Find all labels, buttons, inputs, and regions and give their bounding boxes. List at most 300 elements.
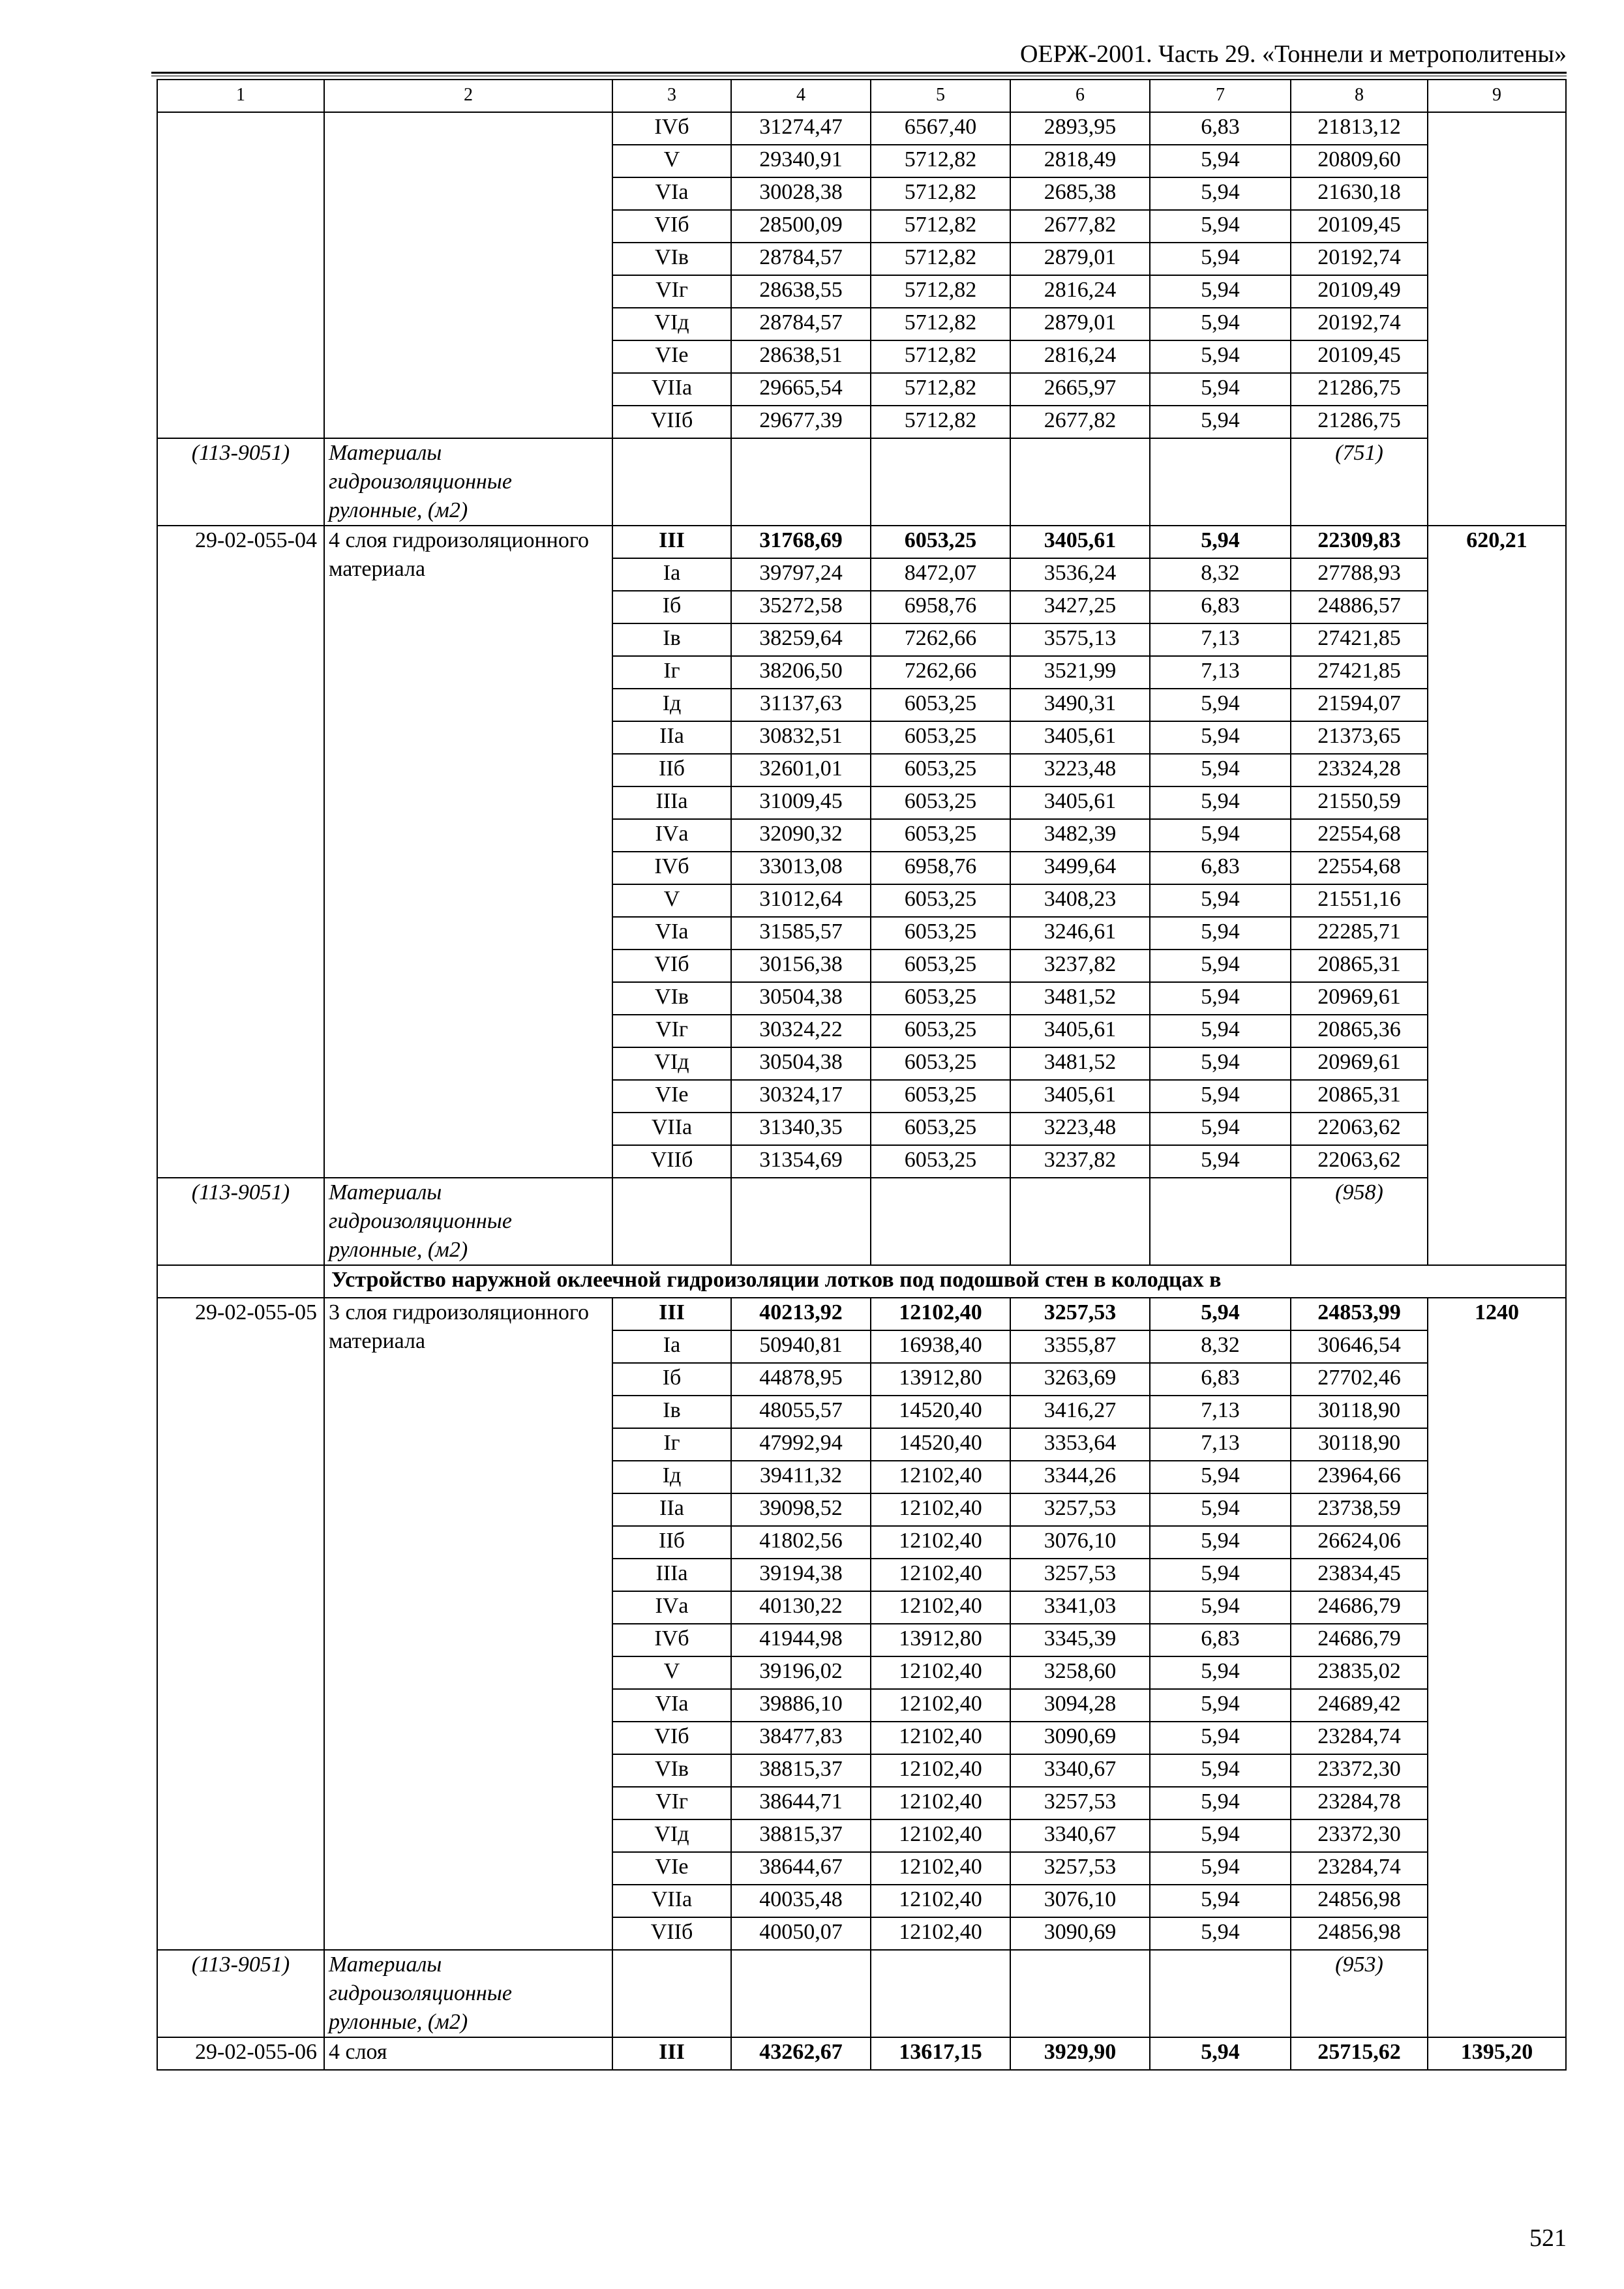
zone-cell: VIд: [612, 308, 731, 340]
zone-cell: VIIа: [612, 1885, 731, 1917]
value-cell: 5,94: [1150, 950, 1291, 982]
value-cell: 21551,16: [1291, 884, 1428, 917]
value-cell: 6053,25: [871, 754, 1010, 786]
value-cell: 38206,50: [731, 656, 871, 689]
value-cell: 5,94: [1150, 1852, 1291, 1885]
value-cell: 3237,82: [1010, 950, 1150, 982]
value-cell: 30118,90: [1291, 1396, 1428, 1428]
material-value: (958): [1291, 1178, 1428, 1265]
value-cell: 27788,93: [1291, 558, 1428, 591]
value-cell: 5,94: [1150, 917, 1291, 950]
value-cell: 13617,15: [871, 2037, 1010, 2070]
value-cell: 30504,38: [731, 1047, 871, 1080]
value-cell: 6053,25: [871, 819, 1010, 852]
value-cell: 6,83: [1150, 852, 1291, 884]
value-cell: 7,13: [1150, 623, 1291, 656]
value-cell: 12102,40: [871, 1852, 1010, 1885]
rate-description: 4 слоя гидроизоляционного материала: [324, 526, 612, 1178]
rate-description: [324, 112, 612, 438]
value-cell: 6,83: [1150, 1363, 1291, 1396]
value-cell: 22309,83: [1291, 526, 1428, 558]
empty-cell: [731, 1950, 871, 2037]
col9-value: 1395,20: [1428, 2037, 1566, 2070]
value-cell: 12102,40: [871, 1526, 1010, 1559]
zone-cell: VIIб: [612, 1917, 731, 1950]
value-cell: 3405,61: [1010, 721, 1150, 754]
value-cell: 6958,76: [871, 591, 1010, 623]
value-cell: 32090,32: [731, 819, 871, 852]
value-cell: 30324,22: [731, 1015, 871, 1047]
value-cell: 39886,10: [731, 1689, 871, 1722]
empty-cell: [1150, 438, 1291, 526]
value-cell: 28784,57: [731, 308, 871, 340]
value-cell: 29665,54: [731, 373, 871, 406]
value-cell: 21630,18: [1291, 177, 1428, 210]
value-cell: 30324,17: [731, 1080, 871, 1113]
value-cell: 35272,58: [731, 591, 871, 623]
value-cell: 22285,71: [1291, 917, 1428, 950]
empty-cell: [612, 1178, 731, 1265]
value-cell: 3076,10: [1010, 1885, 1150, 1917]
material-name: Материалы гидроизоляционные рулонные, (м2): [324, 1178, 612, 1265]
zone-cell: VIIб: [612, 1145, 731, 1178]
value-cell: 2677,82: [1010, 406, 1150, 438]
material-value: (751): [1291, 438, 1428, 526]
column-number: 3: [612, 80, 731, 112]
value-cell: 8472,07: [871, 558, 1010, 591]
material-code: (113-9051): [157, 1178, 324, 1265]
zone-cell: IIа: [612, 721, 731, 754]
value-cell: 6053,25: [871, 1145, 1010, 1178]
material-row: [157, 438, 1566, 526]
value-cell: 3257,53: [1010, 1559, 1150, 1591]
zone-cell: III: [612, 2037, 731, 2070]
zone-cell: Iд: [612, 1461, 731, 1493]
empty-cell: [1010, 1950, 1150, 2037]
value-cell: 2665,97: [1010, 373, 1150, 406]
zone-cell: VIв: [612, 982, 731, 1015]
value-cell: 3416,27: [1010, 1396, 1150, 1428]
value-cell: 12102,40: [871, 1885, 1010, 1917]
value-cell: 2818,49: [1010, 145, 1150, 177]
rate-row: [157, 526, 1566, 558]
column-number: 2: [324, 80, 612, 112]
rate-row: [157, 112, 1566, 145]
value-cell: 5,94: [1150, 145, 1291, 177]
zone-cell: VIд: [612, 1819, 731, 1852]
value-cell: 3575,13: [1010, 623, 1150, 656]
value-cell: 12102,40: [871, 1591, 1010, 1624]
value-cell: 5,94: [1150, 2037, 1291, 2070]
value-cell: 21373,65: [1291, 721, 1428, 754]
value-cell: 20192,74: [1291, 308, 1428, 340]
value-cell: 30832,51: [731, 721, 871, 754]
value-cell: 5,94: [1150, 754, 1291, 786]
value-cell: 12102,40: [871, 1559, 1010, 1591]
value-cell: 3405,61: [1010, 1080, 1150, 1113]
value-cell: 6,83: [1150, 112, 1291, 145]
rates-table: [157, 79, 1567, 2071]
value-cell: 5,94: [1150, 1526, 1291, 1559]
value-cell: 5712,82: [871, 308, 1010, 340]
material-value: (953): [1291, 1950, 1428, 2037]
value-cell: 20865,36: [1291, 1015, 1428, 1047]
zone-cell: VIа: [612, 177, 731, 210]
zone-cell: IIIа: [612, 1559, 731, 1591]
column-number: 5: [871, 80, 1010, 112]
value-cell: 40035,48: [731, 1885, 871, 1917]
value-cell: 6958,76: [871, 852, 1010, 884]
empty-cell: [871, 438, 1010, 526]
zone-cell: III: [612, 526, 731, 558]
value-cell: 26624,06: [1291, 1526, 1428, 1559]
value-cell: 20809,60: [1291, 145, 1428, 177]
value-cell: 20109,49: [1291, 275, 1428, 308]
value-cell: 5712,82: [871, 275, 1010, 308]
rate-description: 3 слоя гидроизоляционного материала: [324, 1298, 612, 1950]
value-cell: 39098,52: [731, 1493, 871, 1526]
value-cell: 5,94: [1150, 982, 1291, 1015]
zone-cell: Iа: [612, 558, 731, 591]
zone-cell: Iд: [612, 689, 731, 721]
zone-cell: Iв: [612, 1396, 731, 1428]
value-cell: 22063,62: [1291, 1145, 1428, 1178]
zone-cell: VIг: [612, 275, 731, 308]
value-cell: 21594,07: [1291, 689, 1428, 721]
value-cell: 3405,61: [1010, 1015, 1150, 1047]
value-cell: 5712,82: [871, 406, 1010, 438]
empty-cell: [731, 1178, 871, 1265]
value-cell: 31340,35: [731, 1113, 871, 1145]
value-cell: 6,83: [1150, 591, 1291, 623]
value-cell: 24886,57: [1291, 591, 1428, 623]
value-cell: 5,94: [1150, 275, 1291, 308]
value-cell: 3257,53: [1010, 1298, 1150, 1330]
value-cell: 3257,53: [1010, 1787, 1150, 1819]
value-cell: 39411,32: [731, 1461, 871, 1493]
value-cell: 12102,40: [871, 1917, 1010, 1950]
rates-table-body: [157, 80, 1566, 2070]
value-cell: 50940,81: [731, 1330, 871, 1363]
value-cell: 23372,30: [1291, 1819, 1428, 1852]
zone-cell: VIа: [612, 1689, 731, 1722]
value-cell: 22554,68: [1291, 852, 1428, 884]
value-cell: 33013,08: [731, 852, 871, 884]
value-cell: 27702,46: [1291, 1363, 1428, 1396]
value-cell: 24689,42: [1291, 1689, 1428, 1722]
value-cell: 5,94: [1150, 1047, 1291, 1080]
value-cell: 3341,03: [1010, 1591, 1150, 1624]
rate-row: [157, 1298, 1566, 1330]
value-cell: 6567,40: [871, 112, 1010, 145]
value-cell: 8,32: [1150, 1330, 1291, 1363]
value-cell: 31354,69: [731, 1145, 871, 1178]
value-cell: 3237,82: [1010, 1145, 1150, 1178]
empty-cell: [731, 438, 871, 526]
value-cell: 3521,99: [1010, 656, 1150, 689]
value-cell: 6053,25: [871, 1113, 1010, 1145]
value-cell: 38259,64: [731, 623, 871, 656]
value-cell: 5,94: [1150, 1754, 1291, 1787]
value-cell: 6053,25: [871, 721, 1010, 754]
value-cell: 20969,61: [1291, 1047, 1428, 1080]
value-cell: 39797,24: [731, 558, 871, 591]
value-cell: 28500,09: [731, 210, 871, 243]
value-cell: 20865,31: [1291, 950, 1428, 982]
value-cell: 5,94: [1150, 526, 1291, 558]
value-cell: 5,94: [1150, 1689, 1291, 1722]
value-cell: 23372,30: [1291, 1754, 1428, 1787]
value-cell: 6053,25: [871, 950, 1010, 982]
value-cell: 5712,82: [871, 243, 1010, 275]
column-number: 7: [1150, 80, 1291, 112]
zone-cell: Iа: [612, 1330, 731, 1363]
value-cell: 21550,59: [1291, 786, 1428, 819]
value-cell: 31585,57: [731, 917, 871, 950]
rate-row: [157, 2037, 1566, 2070]
value-cell: 5,94: [1150, 1591, 1291, 1624]
zone-cell: VIв: [612, 243, 731, 275]
header-rule-thick: [151, 72, 1567, 74]
zone-cell: VIIа: [612, 1113, 731, 1145]
value-cell: 2685,38: [1010, 177, 1150, 210]
rate-code: 29-02-055-06: [157, 2037, 324, 2070]
value-cell: 44878,95: [731, 1363, 871, 1396]
value-cell: 23284,78: [1291, 1787, 1428, 1819]
value-cell: 6053,25: [871, 1015, 1010, 1047]
value-cell: 2879,01: [1010, 308, 1150, 340]
value-cell: 5,94: [1150, 1493, 1291, 1526]
zone-cell: V: [612, 145, 731, 177]
value-cell: 3076,10: [1010, 1526, 1150, 1559]
value-cell: 21813,12: [1291, 112, 1428, 145]
rates-table-container: [157, 79, 1565, 2071]
value-cell: 5,94: [1150, 243, 1291, 275]
value-cell: 5,94: [1150, 1559, 1291, 1591]
zone-cell: IIб: [612, 754, 731, 786]
column-number: 4: [731, 80, 871, 112]
value-cell: 16938,40: [871, 1330, 1010, 1363]
value-cell: 3355,87: [1010, 1330, 1150, 1363]
rate-code: [157, 112, 324, 438]
value-cell: 3340,67: [1010, 1819, 1150, 1852]
zone-cell: IIIа: [612, 786, 731, 819]
value-cell: 3094,28: [1010, 1689, 1150, 1722]
value-cell: 23834,45: [1291, 1559, 1428, 1591]
value-cell: 5,94: [1150, 1787, 1291, 1819]
material-name: Материалы гидроизоляционные рулонные, (м2): [324, 1950, 612, 2037]
value-cell: 5,94: [1150, 340, 1291, 373]
value-cell: 3405,61: [1010, 526, 1150, 558]
value-cell: 2816,24: [1010, 340, 1150, 373]
value-cell: 3408,23: [1010, 884, 1150, 917]
value-cell: 3344,26: [1010, 1461, 1150, 1493]
value-cell: 6053,25: [871, 1080, 1010, 1113]
section-title-row: [157, 1265, 1566, 1298]
value-cell: 7,13: [1150, 656, 1291, 689]
value-cell: 28784,57: [731, 243, 871, 275]
value-cell: 29340,91: [731, 145, 871, 177]
empty-cell: [871, 1178, 1010, 1265]
zone-cell: V: [612, 884, 731, 917]
value-cell: 21286,75: [1291, 406, 1428, 438]
value-cell: 5,94: [1150, 786, 1291, 819]
value-cell: 3257,53: [1010, 1852, 1150, 1885]
value-cell: 5,94: [1150, 406, 1291, 438]
value-cell: 6053,25: [871, 917, 1010, 950]
value-cell: 3536,24: [1010, 558, 1150, 591]
value-cell: 41944,98: [731, 1624, 871, 1656]
empty-cell: [1010, 1178, 1150, 1265]
value-cell: 2677,82: [1010, 210, 1150, 243]
value-cell: 3481,52: [1010, 1047, 1150, 1080]
value-cell: 40050,07: [731, 1917, 871, 1950]
page-number: 521: [1529, 2224, 1567, 2252]
running-header: ОЕРЖ-2001. Часть 29. «Тоннели и метрополитены»: [1019, 40, 1567, 68]
value-cell: 5,94: [1150, 177, 1291, 210]
value-cell: 6,83: [1150, 1624, 1291, 1656]
value-cell: 30156,38: [731, 950, 871, 982]
value-cell: 31768,69: [731, 526, 871, 558]
value-cell: 20109,45: [1291, 340, 1428, 373]
value-cell: 38644,67: [731, 1852, 871, 1885]
value-cell: 25715,62: [1291, 2037, 1428, 2070]
zone-cell: IVб: [612, 112, 731, 145]
value-cell: 30118,90: [1291, 1428, 1428, 1461]
material-row: [157, 1178, 1566, 1265]
value-cell: 5,94: [1150, 1461, 1291, 1493]
zone-cell: Iг: [612, 656, 731, 689]
zone-cell: IVа: [612, 819, 731, 852]
value-cell: 20865,31: [1291, 1080, 1428, 1113]
value-cell: 5,94: [1150, 1298, 1291, 1330]
zone-cell: IVа: [612, 1591, 731, 1624]
value-cell: 24686,79: [1291, 1624, 1428, 1656]
value-cell: 31009,45: [731, 786, 871, 819]
value-cell: 38477,83: [731, 1722, 871, 1754]
value-cell: 12102,40: [871, 1819, 1010, 1852]
value-cell: 24856,98: [1291, 1885, 1428, 1917]
value-cell: 5,94: [1150, 1819, 1291, 1852]
value-cell: 5712,82: [871, 177, 1010, 210]
value-cell: 23835,02: [1291, 1656, 1428, 1689]
value-cell: 20192,74: [1291, 243, 1428, 275]
value-cell: 13912,80: [871, 1624, 1010, 1656]
zone-cell: VIв: [612, 1754, 731, 1787]
zone-cell: III: [612, 1298, 731, 1330]
material-code: (113-9051): [157, 1950, 324, 2037]
value-cell: 3246,61: [1010, 917, 1150, 950]
value-cell: 30646,54: [1291, 1330, 1428, 1363]
value-cell: 12102,40: [871, 1754, 1010, 1787]
zone-cell: VIе: [612, 340, 731, 373]
value-cell: 5,94: [1150, 1885, 1291, 1917]
value-cell: 6053,25: [871, 786, 1010, 819]
value-cell: 3405,61: [1010, 786, 1150, 819]
value-cell: 12102,40: [871, 1656, 1010, 1689]
value-cell: 20969,61: [1291, 982, 1428, 1015]
zone-cell: VIIб: [612, 406, 731, 438]
value-cell: 3257,53: [1010, 1493, 1150, 1526]
value-cell: 29677,39: [731, 406, 871, 438]
value-cell: 32601,01: [731, 754, 871, 786]
value-cell: 7,13: [1150, 1428, 1291, 1461]
col9-value: 1240: [1428, 1298, 1566, 2037]
zone-cell: IIб: [612, 1526, 731, 1559]
column-number: 8: [1291, 80, 1428, 112]
value-cell: 6053,25: [871, 884, 1010, 917]
value-cell: 3499,64: [1010, 852, 1150, 884]
rate-code: 29-02-055-05: [157, 1298, 324, 1950]
zone-cell: VIб: [612, 1722, 731, 1754]
value-cell: 38815,37: [731, 1754, 871, 1787]
value-cell: 3482,39: [1010, 819, 1150, 852]
value-cell: 28638,51: [731, 340, 871, 373]
value-cell: 40130,22: [731, 1591, 871, 1624]
empty-cell: [612, 438, 731, 526]
zone-cell: IVб: [612, 852, 731, 884]
value-cell: 5,94: [1150, 721, 1291, 754]
value-cell: 38815,37: [731, 1819, 871, 1852]
zone-cell: VIе: [612, 1080, 731, 1113]
value-cell: 3427,25: [1010, 591, 1150, 623]
value-cell: 21286,75: [1291, 373, 1428, 406]
empty-cell: [1010, 438, 1150, 526]
value-cell: 40213,92: [731, 1298, 871, 1330]
column-number-row: [157, 80, 1566, 112]
value-cell: 13912,80: [871, 1363, 1010, 1396]
value-cell: 7262,66: [871, 623, 1010, 656]
value-cell: 5,94: [1150, 308, 1291, 340]
value-cell: 3490,31: [1010, 689, 1150, 721]
value-cell: 38644,71: [731, 1787, 871, 1819]
value-cell: 3263,69: [1010, 1363, 1150, 1396]
value-cell: 41802,56: [731, 1526, 871, 1559]
column-number: 9: [1428, 80, 1566, 112]
value-cell: 14520,40: [871, 1396, 1010, 1428]
zone-cell: Iб: [612, 591, 731, 623]
value-cell: 3353,64: [1010, 1428, 1150, 1461]
value-cell: 3481,52: [1010, 982, 1150, 1015]
value-cell: 3223,48: [1010, 1113, 1150, 1145]
value-cell: 6053,25: [871, 526, 1010, 558]
value-cell: 5,94: [1150, 884, 1291, 917]
zone-cell: IIа: [612, 1493, 731, 1526]
value-cell: 8,32: [1150, 558, 1291, 591]
zone-cell: V: [612, 1656, 731, 1689]
zone-cell: VIе: [612, 1852, 731, 1885]
value-cell: 7,13: [1150, 1396, 1291, 1428]
empty-cell: [871, 1950, 1010, 2037]
value-cell: 5,94: [1150, 1656, 1291, 1689]
value-cell: 7262,66: [871, 656, 1010, 689]
value-cell: 3340,67: [1010, 1754, 1150, 1787]
rate-code: 29-02-055-04: [157, 526, 324, 1178]
material-row: [157, 1950, 1566, 2037]
value-cell: 3258,60: [1010, 1656, 1150, 1689]
value-cell: 5712,82: [871, 145, 1010, 177]
value-cell: 22063,62: [1291, 1113, 1428, 1145]
section-spacer-cell: [157, 1265, 324, 1298]
value-cell: 12102,40: [871, 1493, 1010, 1526]
zone-cell: VIб: [612, 950, 731, 982]
value-cell: 5712,82: [871, 340, 1010, 373]
value-cell: 6053,25: [871, 1047, 1010, 1080]
column-number: 6: [1010, 80, 1150, 112]
value-cell: 22554,68: [1291, 819, 1428, 852]
zone-cell: Iб: [612, 1363, 731, 1396]
col9-value: 620,21: [1428, 526, 1566, 1265]
